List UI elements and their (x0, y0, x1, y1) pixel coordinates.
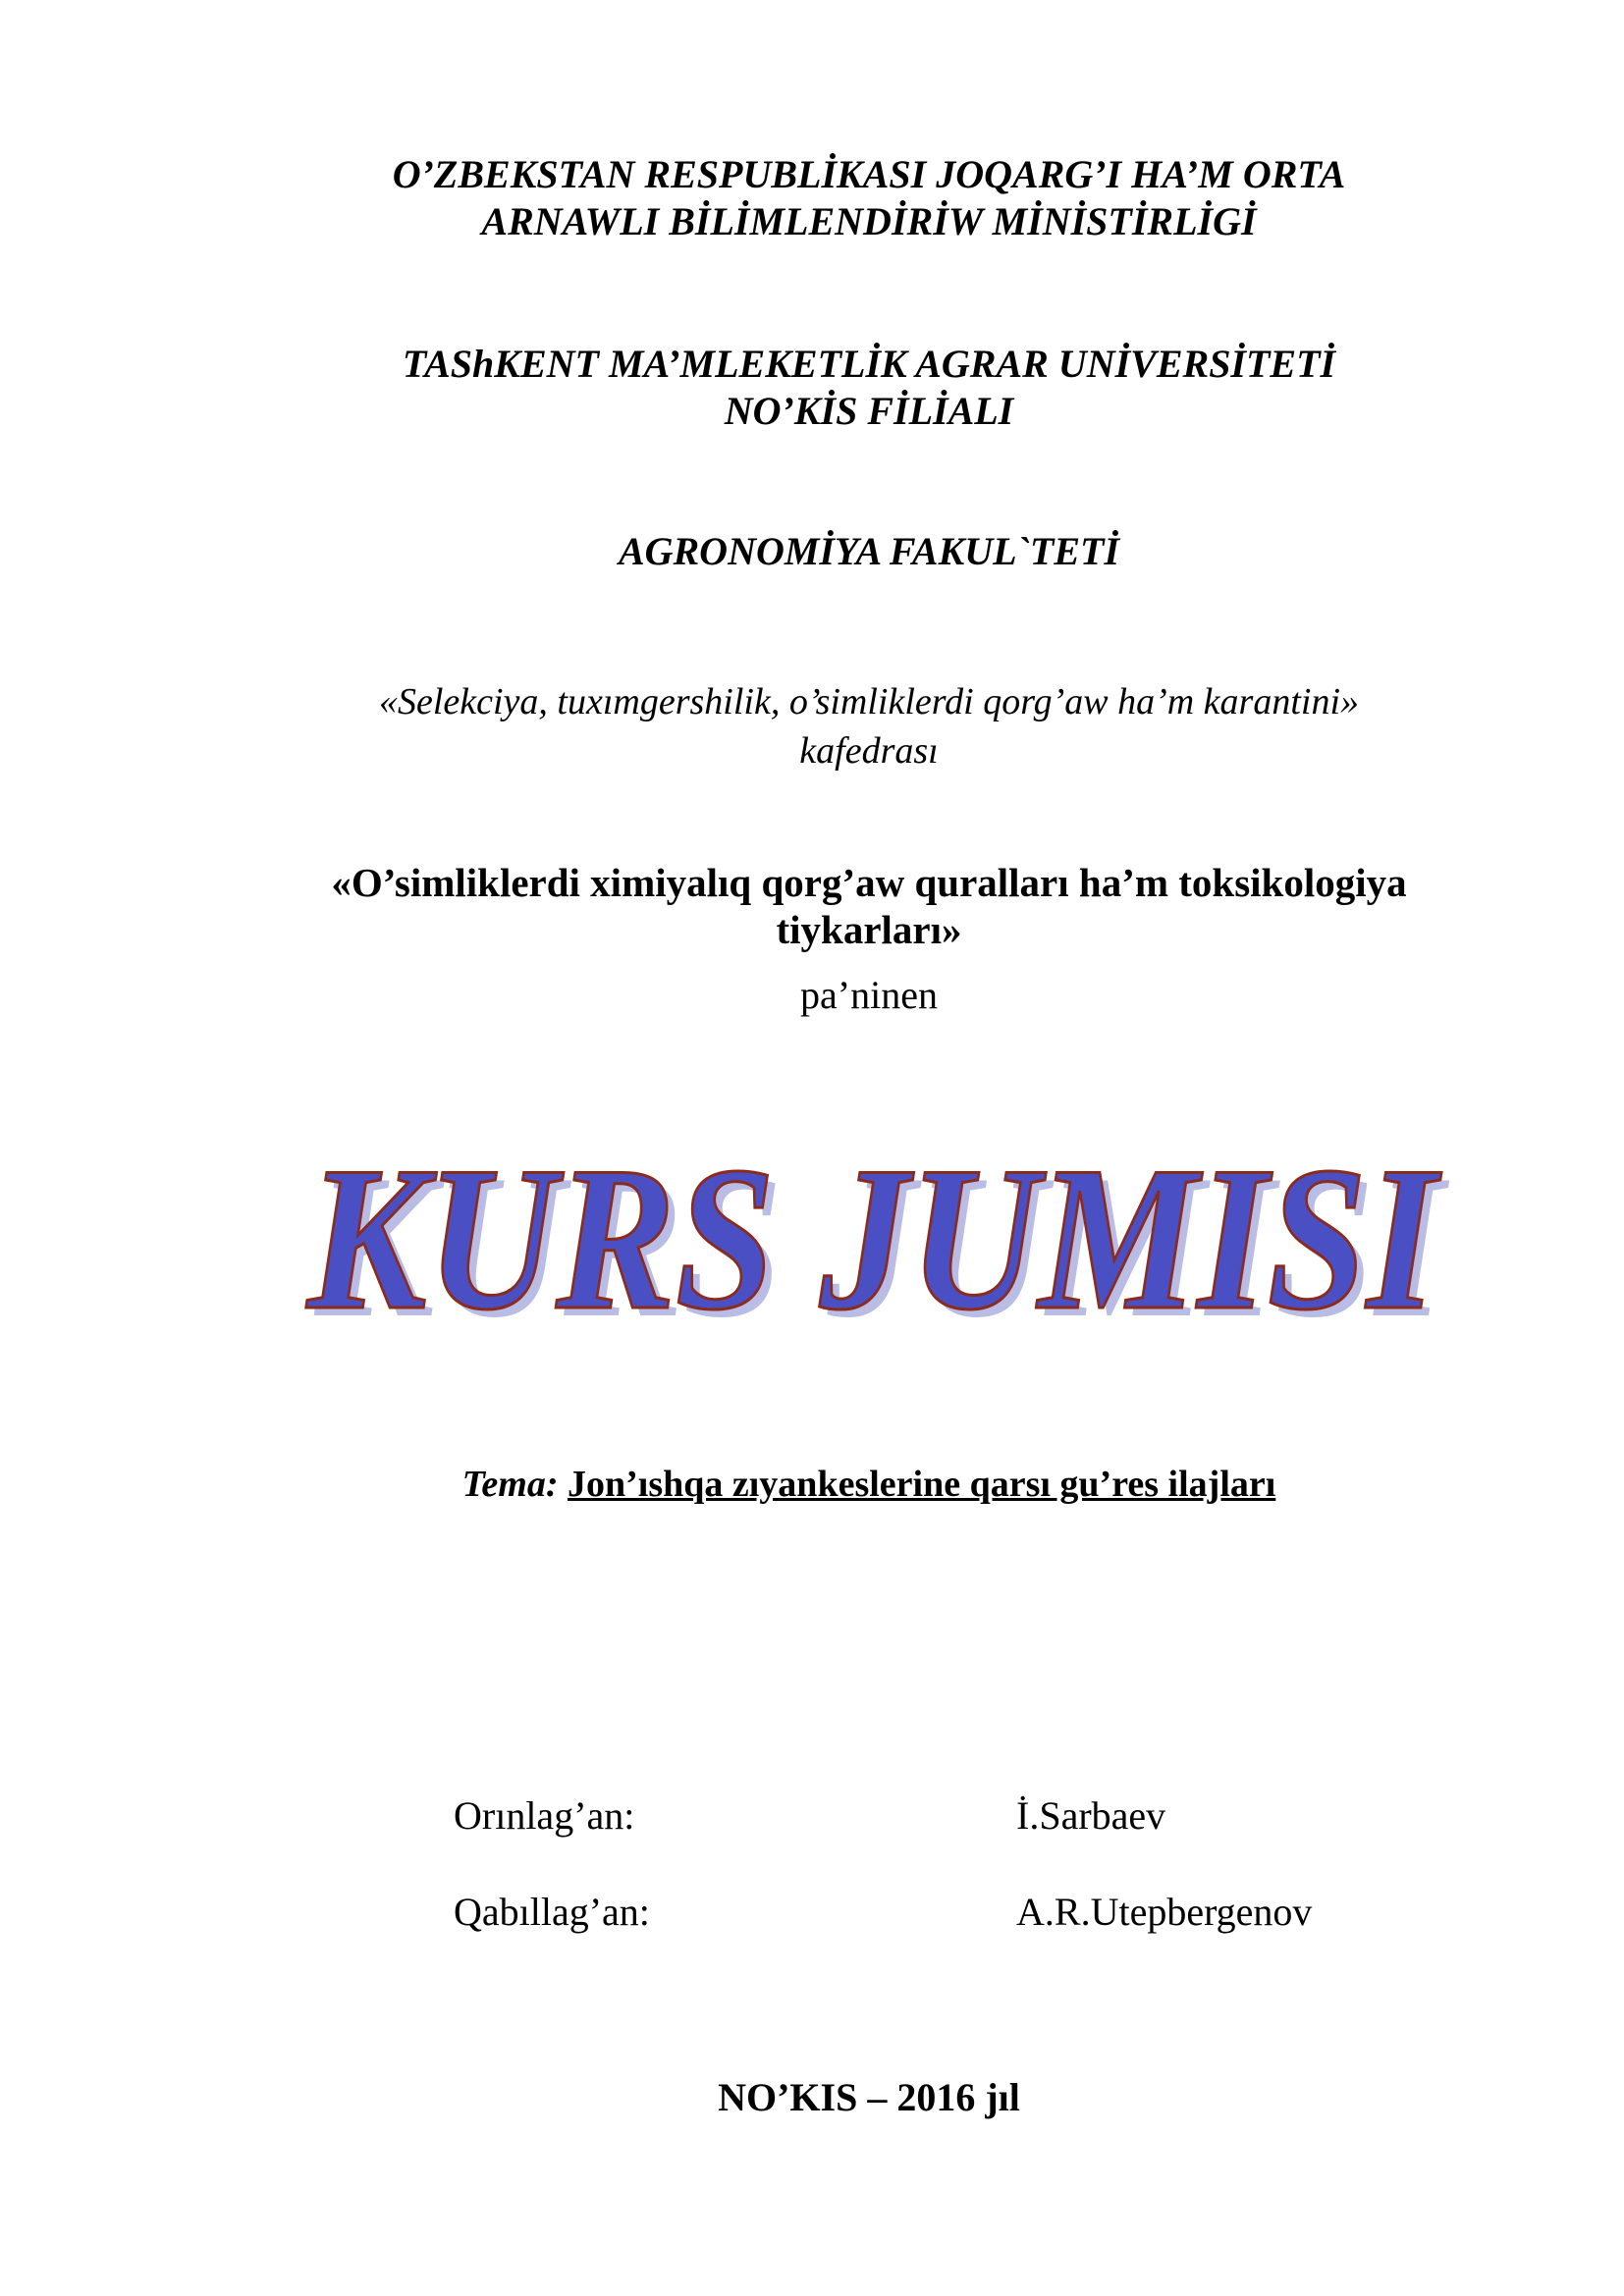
ministry-heading (245, 151, 1492, 245)
department-heading (245, 677, 1492, 775)
wordart-text: KURS JUMISI (305, 1125, 1442, 1345)
theme-line (245, 1461, 1492, 1508)
subject-line-1: «O’simliklerdi ximiyalıq qorg’aw quralları ha’m toksikologiya (331, 860, 1407, 905)
performer-label: Orınlag’an: (454, 1793, 635, 1838)
wordart-shadow: KURS JUMISI (313, 1133, 1450, 1345)
ministry-line-1: O’ZBEKSTAN RESPUBLİKASI JOQARG’I HA’M ORTA (392, 152, 1346, 196)
department-line-2: kafedrası (799, 730, 939, 772)
subject-title (245, 859, 1492, 953)
performer-name: İ.Sarbaev (1016, 1793, 1166, 1838)
faculty-heading: AGRONOMİYA FAKUL`TETİ (618, 529, 1120, 573)
subject-line-2: tiykarları» (776, 907, 962, 952)
reviewer-label: Qabıllag’an: (454, 1890, 650, 1934)
theme-value: Jon’ıshqa zıyankeslerine qarsı gu’res ilajları (567, 1464, 1276, 1505)
subject-suffix: pa’ninen (800, 973, 938, 1017)
document-title-wordart (285, 1119, 1463, 1345)
place-and-year: NO’KIS – 2016 jıl (718, 2075, 1020, 2119)
reviewer-name: A.R.Utepbergenov (1016, 1890, 1313, 1934)
university-line-2: NO’KİS FİLİALI (724, 389, 1014, 433)
department-line-1: «Selekciya, tuxımgershilik, o’simliklerdi qorg’aw ha’m karantini» (378, 681, 1360, 722)
university-line-1: TAShKENT MA’MLEKETLİK AGRAR UNİVERSİTETİ (402, 342, 1336, 386)
theme-label: Tema: (461, 1464, 559, 1505)
ministry-line-2: ARNAWLI BİLİMLENDİRİW MİNİSTİRLİGİ (481, 199, 1257, 243)
university-heading (245, 341, 1492, 435)
